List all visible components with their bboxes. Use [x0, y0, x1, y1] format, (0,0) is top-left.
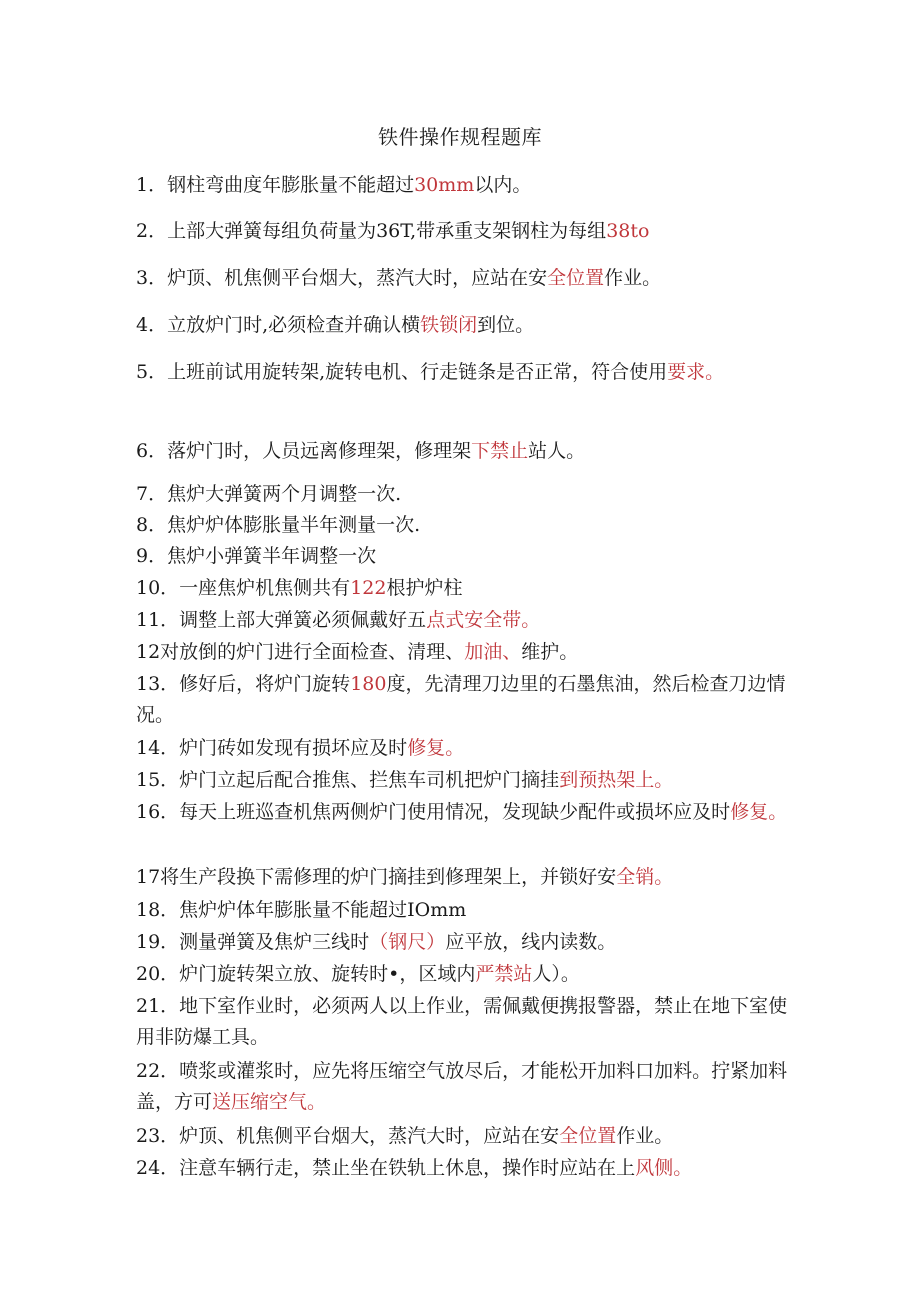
- question-text: 到位。: [477, 314, 535, 336]
- question-item: [136, 927, 792, 958]
- answer-text: 修复。: [730, 801, 788, 823]
- answer-text: 全位置: [559, 1125, 617, 1147]
- answer-text: 30mm: [414, 174, 475, 196]
- answer-text: 下禁止: [471, 440, 529, 462]
- question-text: 8．焦炉炉体膨胀量半年测量一次.: [136, 514, 421, 536]
- question-text: 22．喷浆或灌浆时，应先将压缩空气放尽后，才能松开加料口加料。拧紧加料盖，方可: [136, 1060, 788, 1113]
- question-item: [136, 605, 792, 636]
- question-text: 以内。: [474, 174, 532, 196]
- question-text: 作业。: [604, 267, 662, 289]
- question-text: 11．调整上部大弹簧必须佩戴好五: [136, 609, 427, 631]
- question-text: 度，先清理刀边里的石墨焦油，然后检查刀边情况。: [136, 673, 786, 726]
- question-item: [136, 991, 792, 1053]
- question-item: [136, 1121, 792, 1152]
- question-item: [136, 263, 792, 294]
- question-item: [136, 541, 792, 572]
- question-item: [136, 669, 792, 731]
- question-text: 21．地下室作业时，必须两人以上作业，需佩戴便携报警器，禁止在地下室使用非防爆工具。: [136, 995, 788, 1048]
- question-text: 根护炉柱: [386, 577, 463, 599]
- answer-text: （钢尺）: [369, 931, 446, 953]
- question-item: [136, 436, 792, 467]
- page-title: 铁件操作规程题库: [378, 125, 542, 149]
- question-item: [136, 765, 792, 796]
- question-text: 维护。: [521, 641, 579, 663]
- question-text: 应平放，线内读数。: [445, 931, 617, 953]
- answer-text: 要求。: [667, 361, 725, 383]
- answer-text: 铁锁闭: [420, 314, 478, 336]
- question-text: 站人。: [528, 440, 586, 462]
- question-item: [136, 797, 792, 828]
- question-text: 6．落炉门时，人员远离修理架，修理架: [136, 440, 472, 462]
- question-text: 24．注意车辆行走，禁止坐在铁轨上休息，操作时应站在上: [136, 1157, 636, 1179]
- answer-text: 风侧。: [635, 1157, 693, 1179]
- answer-text: 全销。: [616, 866, 674, 888]
- answer-text: 点式安全带。: [426, 609, 541, 631]
- question-text: 20．炉门旋转架立放、旋转时•，区域内: [136, 963, 476, 985]
- answer-text: 加油、: [464, 641, 522, 663]
- answer-text: 严禁站: [475, 963, 533, 985]
- question-item: [136, 510, 792, 541]
- question-item: [136, 479, 792, 510]
- question-text: 10．一座焦炉机焦侧共有: [136, 577, 351, 599]
- question-item: [136, 357, 792, 388]
- question-item: [136, 310, 792, 341]
- question-text: 14．炉门砖如发现有损坏应及时: [136, 737, 408, 759]
- question-item: [136, 170, 792, 201]
- question-text: 13．修好后，将炉门旋转: [136, 673, 351, 695]
- question-text: 12对放倒的炉门进行全面检查、清理、: [136, 641, 465, 663]
- question-text: 2．上部大弹簧每组负荷量为36T,带承重支架钢柱为每组: [136, 220, 607, 242]
- answer-text: 到预热架上。: [559, 769, 674, 791]
- answer-text: 修复。: [407, 737, 465, 759]
- answer-text: 送压缩空气。: [212, 1091, 327, 1113]
- question-item: [136, 1153, 792, 1184]
- question-text: 5．上班前试用旋转架,旋转电机、行走链条是否正常，符合使用: [136, 361, 668, 383]
- question-text: 3．炉顶、机焦侧平台烟大，蒸汽大时，应站在安: [136, 267, 548, 289]
- question-item: [136, 895, 792, 926]
- question-item: [136, 959, 792, 990]
- question-text: 人）。: [532, 963, 580, 985]
- question-text: 4．立放炉门时,必须检查并确认横: [136, 314, 421, 336]
- answer-text: 180: [350, 673, 387, 695]
- question-item: [136, 216, 792, 247]
- question-text: 1．钢柱弯曲度年膨胀量不能超过: [136, 174, 415, 196]
- question-text: 7．焦炉大弹簧两个月调整一次.: [136, 483, 402, 505]
- question-text: 19．测量弹簧及焦炉三线时: [136, 931, 370, 953]
- answer-text: 122: [350, 577, 387, 599]
- answer-text: 全位置: [547, 267, 605, 289]
- question-text: 18．焦炉炉体年膨胀量不能超过IOmm: [136, 899, 467, 921]
- question-item: [136, 1056, 792, 1118]
- question-text: 15．炉门立起后配合推焦、拦焦车司机把炉门摘挂: [136, 769, 560, 791]
- question-text: 17将生产段换下需修理的炉门摘挂到修理架上，并锁好安: [136, 866, 617, 888]
- question-item: [136, 573, 792, 604]
- question-item: [136, 733, 792, 764]
- question-text: 9．焦炉小弹簧半年调整一次: [136, 545, 377, 567]
- question-item: [136, 862, 792, 893]
- question-item: [136, 637, 792, 668]
- question-text: 作业。: [616, 1125, 674, 1147]
- question-text: 23．炉顶、机焦侧平台烟大，蒸汽大时，应站在安: [136, 1125, 560, 1147]
- question-text: 16．每天上班巡查机焦两侧炉门使用情况，发现缺少配件或损坏应及时: [136, 801, 731, 823]
- answer-text: 38to: [606, 220, 650, 242]
